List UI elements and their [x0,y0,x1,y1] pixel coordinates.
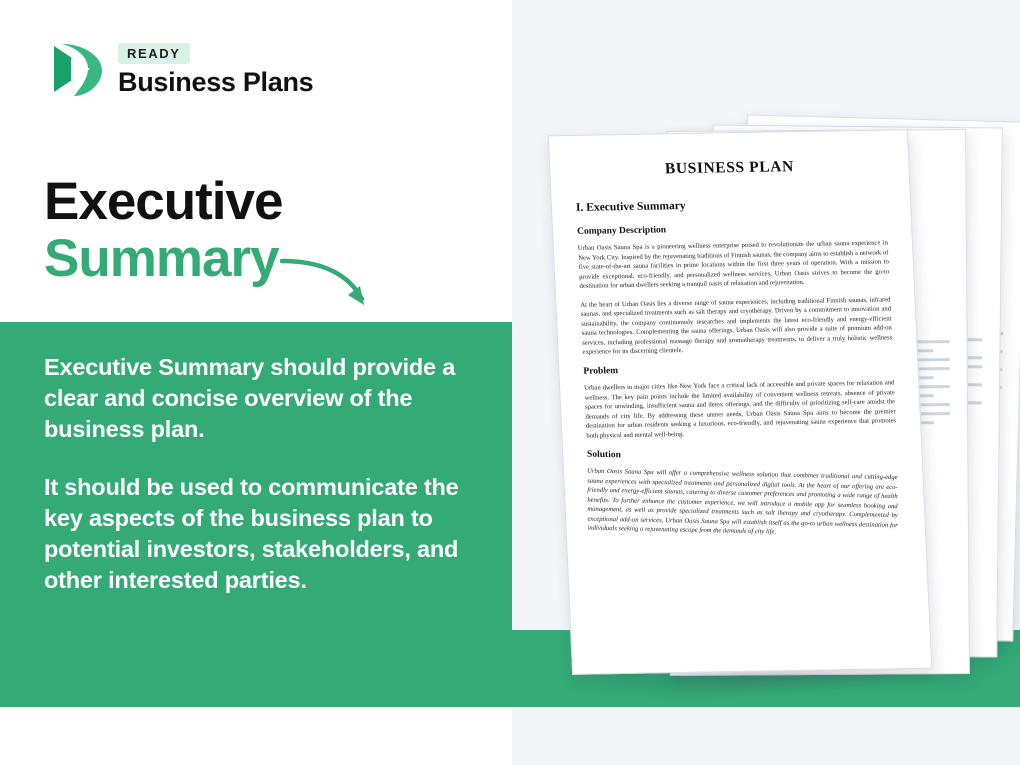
section-heading: Problem [583,366,619,377]
brand-logo-text [118,41,313,96]
page-title-line1: Executive [44,172,283,231]
document-page-front [548,129,933,675]
play-triangle-icon [44,38,106,100]
section-paragraph: Urban Oasis Sauna Spa is a pioneering wellness enterprise poised to revolutionize the urban sauna experience in New York City. Inspired by the rejuvenating traditions of Finnish saunas, the company aims to establish a network of five state-of-the-art sauna facilities in prime locations within the first three years of operation. With a mission to provide exceptional, eco-friendly, and personalized wellness services, Urban Oasis strives to become the go-to destination for urban dwellers seeking a tranquil oasis of relaxation and rejuvenation. [577,239,890,291]
callout-paragraph-1: Executive Summary should provide a clear and concise overview of the business plan. [44,354,456,443]
document-section-solution [587,450,898,540]
section-paragraph: Urban dwellers in major cities like New York face a critical lack of accessible and private spaces for relaxation and wellness. The key pain points include the limited availability of convenient wellness retreats, absence of private spaces for unwinding, insufficient sauna and detox offerings, and the difficulty of prioritizing self-care amidst the demands of city life. By addressing these unmet needs, Urban Oasis Sauna Spa aims to become the premier destination for urban residents seeking a luxurious, eco-friendly, and rejuvenating sauna experience that promotes both physical and mental well-being. [584,379,897,440]
section-paragraph: At the heart of Urban Oasis lies a diverse range of sauna experiences, including traditional Finnish saunas, infrared saunas, and specialized treatments such as salt therapy and cryotherapy. Driven by a commitment to innovation and sustainability, the company continuously researches and implements the latest eco-friendly and energy-efficient sauna technologies. Complementing the sauna offerings, Urban Oasis will also provide a suite of premium add-on services, including professional massage therapy and aromatherapy treatments, to deliver a truly holistic wellness experience for its discerning clientele. [580,296,893,357]
callout-paragraph-2: It should be used to communicate the key aspects of the business plan to potential investors, stakeholders, and other interested parties. [44,474,459,594]
document-title: BUSINESS PLAN [664,158,795,178]
callout-text [44,352,480,596]
section-heading: Company Description [576,225,667,237]
brand-logo[interactable] [44,38,313,100]
page-title-line2: Summary [44,229,279,288]
brand-name: Business Plans [118,67,314,98]
curved-arrow-icon [278,255,388,335]
page-title [44,172,283,288]
section-heading: Solution [587,449,621,461]
document-stack [440,60,1020,720]
section-paragraph: Urban Oasis Sauna Spa will offer a comprehensive wellness solution that combines traditional and cutting-edge sauna experiences with specialized treatments and personalized digital tools. At the heart of our offering are eco-friendly and energy-efficient saunas, catering to diverse customer preferences and promoting a wide range of health benefits. To further enhance the customer experience, we will introduce a mobile app for seamless booking and management, as well as provide specialized treatments such as salt therapy and cryotherapy. Complemented by exceptional add-on services, Urban Oasis Sauna Spa will establish itself as the go-to urban wellness destination for individuals seeking a rejuvenating escape from the demands of city life. [587,467,898,537]
document-section-heading: I. Executive Summary [575,200,686,214]
document-section-problem [583,361,896,441]
ready-badge: READY [118,43,190,64]
document-section-company-description [577,221,893,357]
